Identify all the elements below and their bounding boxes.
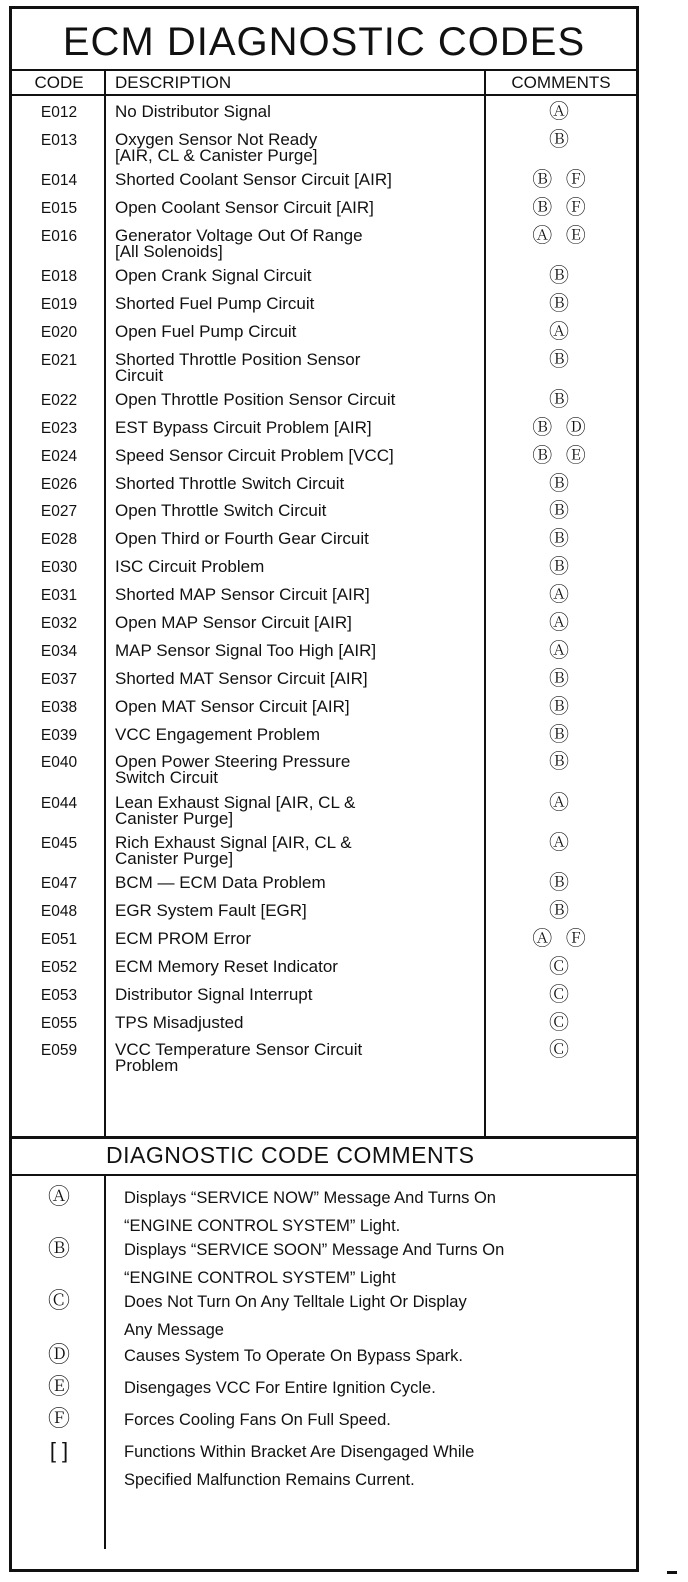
legend-item bbox=[12, 1438, 636, 1494]
description-cell: Open Throttle Position Sensor Circuit bbox=[115, 389, 396, 409]
code-cell: E044 bbox=[40, 794, 78, 812]
header-description: DESCRIPTION bbox=[115, 73, 232, 92]
code-cell: E013 bbox=[40, 131, 78, 149]
legend-item bbox=[12, 1374, 636, 1406]
legend-text: Causes System To Operate On Bypass Spark. bbox=[124, 1347, 464, 1365]
table-row bbox=[12, 528, 636, 556]
code-cell: E016 bbox=[40, 227, 78, 245]
comment-codes-cell: Ⓑ bbox=[549, 265, 573, 288]
description-cell: ISC Circuit Problem bbox=[115, 557, 265, 577]
comment-codes-cell: Ⓐ bbox=[549, 639, 573, 662]
code-cell: E026 bbox=[40, 475, 78, 493]
code-cell: E040 bbox=[40, 754, 78, 772]
table-row bbox=[12, 984, 636, 1012]
description-cell: TPS Misadjusted bbox=[115, 1012, 244, 1032]
description-cell: Open MAT Sensor Circuit [AIR] bbox=[115, 696, 350, 716]
table-row bbox=[12, 668, 636, 696]
code-table bbox=[12, 101, 636, 1080]
table-row bbox=[12, 473, 636, 501]
description-cell: Shorted MAP Sensor Circuit [AIR] bbox=[115, 585, 370, 605]
code-cell: E039 bbox=[40, 726, 78, 744]
table-row bbox=[12, 389, 636, 417]
comment-codes-cell: Ⓑ Ⓔ bbox=[532, 444, 590, 467]
code-cell: E018 bbox=[40, 268, 78, 286]
comment-codes-cell: Ⓑ bbox=[549, 723, 573, 746]
code-cell: E045 bbox=[40, 834, 78, 852]
comment-codes-cell: Ⓒ bbox=[549, 1039, 573, 1062]
description-cell: Open Third or Fourth Gear Circuit bbox=[115, 529, 369, 549]
comment-codes-cell: Ⓐ Ⓔ bbox=[532, 224, 590, 247]
legend-text: Displays “SERVICE NOW” Message And Turns On “ENGINE CONTROL SYSTEM” Light. bbox=[124, 1189, 496, 1235]
table-row bbox=[12, 556, 636, 584]
description-cell: VCC Temperature Sensor Circuit Problem bbox=[115, 1040, 363, 1076]
legend-text: Disengages VCC For Entire Ignition Cycle. bbox=[124, 1379, 436, 1397]
table-row bbox=[12, 101, 636, 129]
table-row bbox=[12, 265, 636, 293]
code-cell: E055 bbox=[40, 1014, 78, 1032]
header-comments: COMMENTS bbox=[511, 73, 611, 92]
legend-item bbox=[12, 1342, 636, 1374]
code-cell: E024 bbox=[40, 447, 78, 465]
description-cell: MAP Sensor Signal Too High [AIR] bbox=[115, 640, 377, 660]
table-row bbox=[12, 900, 636, 928]
code-cell: E028 bbox=[40, 531, 78, 549]
table-row bbox=[12, 956, 636, 984]
table-row bbox=[12, 584, 636, 612]
comment-codes-cell: Ⓑ bbox=[549, 899, 573, 922]
table-row bbox=[12, 1039, 636, 1079]
ecm-code-sheet bbox=[9, 6, 639, 1572]
table-row bbox=[12, 612, 636, 640]
code-cell: E015 bbox=[40, 199, 78, 217]
description-cell: Speed Sensor Circuit Problem [VCC] bbox=[115, 445, 394, 465]
legend-item bbox=[12, 1406, 636, 1438]
description-cell: Shorted Coolant Sensor Circuit [AIR] bbox=[115, 170, 392, 190]
code-cell: E012 bbox=[40, 104, 78, 121]
comment-codes-cell: Ⓑ bbox=[549, 292, 573, 315]
legend-symbol: Ⓔ bbox=[47, 1374, 70, 1399]
comment-codes-cell: Ⓑ bbox=[549, 472, 573, 495]
description-cell: EGR System Fault [EGR] bbox=[115, 900, 307, 920]
comment-codes-cell: Ⓑ Ⓕ bbox=[532, 196, 590, 219]
description-cell: Lean Exhaust Signal [AIR, CL & Canister Purge] bbox=[115, 792, 356, 828]
comment-codes-cell: Ⓑ bbox=[549, 528, 573, 551]
legend-symbol: Ⓐ bbox=[47, 1184, 70, 1209]
comment-codes-cell: Ⓑ bbox=[549, 751, 573, 774]
table-row bbox=[12, 225, 636, 265]
description-cell: Oxygen Sensor Not Ready [AIR, CL & Canister Purge] bbox=[115, 129, 318, 165]
description-cell: ECM Memory Reset Indicator bbox=[115, 956, 338, 976]
description-cell: Open MAP Sensor Circuit [AIR] bbox=[115, 613, 352, 633]
description-cell: No Distributor Signal bbox=[115, 102, 271, 121]
legend-symbol: Ⓒ bbox=[47, 1288, 70, 1313]
description-cell: Open Throttle Switch Circuit bbox=[115, 501, 327, 521]
table-row bbox=[12, 417, 636, 445]
table-row bbox=[12, 832, 636, 872]
comment-codes-cell: Ⓒ bbox=[549, 1011, 573, 1034]
comment-codes-cell: Ⓑ bbox=[549, 500, 573, 523]
comment-codes-cell: Ⓑ bbox=[549, 556, 573, 579]
table-row bbox=[12, 293, 636, 321]
code-cell: E020 bbox=[40, 323, 78, 341]
table-row bbox=[12, 751, 636, 791]
legend-text: Displays “SERVICE SOON” Message And Turns On “ENGINE CONTROL SYSTEM” Light bbox=[124, 1241, 505, 1287]
comment-codes-cell: Ⓑ bbox=[549, 348, 573, 371]
comment-codes-cell: Ⓐ Ⓕ bbox=[532, 927, 590, 950]
code-cell: E034 bbox=[40, 642, 78, 660]
table-row bbox=[12, 349, 636, 389]
description-cell: Open Power Steering Pressure Switch Circuit bbox=[115, 752, 351, 788]
table-row bbox=[12, 928, 636, 956]
table-row bbox=[12, 640, 636, 668]
table-row bbox=[12, 724, 636, 752]
comment-codes-cell: Ⓐ bbox=[549, 101, 573, 123]
description-cell: Shorted Throttle Position Sensor Circuit bbox=[115, 349, 361, 385]
description-cell: Shorted Throttle Switch Circuit bbox=[115, 473, 345, 493]
legend-text: Does Not Turn On Any Telltale Light Or Display Any Message bbox=[124, 1293, 467, 1339]
comment-codes-cell: Ⓑ bbox=[549, 695, 573, 718]
comment-codes-cell: Ⓑ Ⓓ bbox=[532, 416, 590, 439]
header-code: CODE bbox=[34, 73, 84, 92]
code-cell: E053 bbox=[40, 986, 78, 1004]
legend-symbol: Ⓑ bbox=[47, 1236, 70, 1261]
comment-codes-cell: Ⓑ Ⓕ bbox=[532, 169, 590, 192]
code-cell: E023 bbox=[40, 419, 78, 437]
header-divider bbox=[12, 94, 636, 96]
code-cell: E031 bbox=[40, 587, 78, 605]
description-cell: BCM — ECM Data Problem bbox=[115, 873, 326, 893]
code-cell: E037 bbox=[40, 670, 78, 688]
comment-codes-cell: Ⓐ bbox=[549, 584, 573, 607]
legend-item bbox=[12, 1288, 636, 1342]
table-row bbox=[12, 696, 636, 724]
legend-symbol: Ⓕ bbox=[47, 1406, 70, 1431]
code-cell: E059 bbox=[40, 1042, 78, 1060]
comments-section-title: DIAGNOSTIC CODE COMMENTS bbox=[106, 1142, 475, 1168]
code-cell: E014 bbox=[40, 172, 78, 190]
legend-symbol: Ⓓ bbox=[47, 1342, 70, 1367]
table-row bbox=[12, 197, 636, 225]
code-cell: E032 bbox=[40, 615, 78, 633]
comment-codes-cell: Ⓒ bbox=[549, 983, 573, 1006]
description-cell: Shorted MAT Sensor Circuit [AIR] bbox=[115, 668, 368, 688]
description-cell: Generator Voltage Out Of Range [All Solenoids] bbox=[115, 225, 363, 261]
code-cell: E047 bbox=[40, 875, 78, 893]
page-title: ECM DIAGNOSTIC CODES bbox=[62, 20, 586, 64]
legend-symbol: [ ] bbox=[49, 1438, 69, 1463]
code-cell: E022 bbox=[40, 391, 78, 409]
comment-codes-cell: Ⓒ bbox=[549, 955, 573, 978]
description-cell: VCC Engagement Problem bbox=[115, 724, 321, 744]
comment-codes-cell: Ⓐ bbox=[549, 791, 573, 814]
legend-item bbox=[12, 1184, 636, 1236]
comment-codes-cell: Ⓑ bbox=[549, 667, 573, 690]
description-cell: Open Crank Signal Circuit bbox=[115, 266, 312, 286]
table-row bbox=[12, 1012, 636, 1040]
section-divider bbox=[12, 1136, 636, 1139]
code-cell: E051 bbox=[40, 930, 78, 948]
description-cell: Rich Exhaust Signal [AIR, CL & Canister Purge] bbox=[115, 832, 352, 868]
table-row bbox=[12, 792, 636, 832]
comment-codes-cell: Ⓑ bbox=[549, 388, 573, 411]
description-cell: ECM PROM Error bbox=[115, 928, 251, 948]
legend-item bbox=[12, 1236, 636, 1288]
table-row bbox=[12, 169, 636, 197]
description-cell: Open Coolant Sensor Circuit [AIR] bbox=[115, 197, 374, 217]
description-cell: Shorted Fuel Pump Circuit bbox=[115, 293, 315, 313]
comment-legend bbox=[12, 1184, 636, 1494]
description-cell: Distributor Signal Interrupt bbox=[115, 984, 313, 1004]
table-row bbox=[12, 500, 636, 528]
comment-codes-cell: Ⓐ bbox=[549, 320, 573, 343]
description-cell: EST Bypass Circuit Problem [AIR] bbox=[115, 417, 372, 437]
description-cell: Open Fuel Pump Circuit bbox=[115, 321, 297, 341]
code-cell: E030 bbox=[40, 559, 78, 577]
code-cell: E048 bbox=[40, 902, 78, 920]
table-row bbox=[12, 872, 636, 900]
code-cell: E019 bbox=[40, 295, 78, 313]
comment-codes-cell: Ⓐ bbox=[549, 831, 573, 854]
table-row bbox=[12, 129, 636, 169]
table-row bbox=[12, 445, 636, 473]
comment-codes-cell: Ⓑ bbox=[549, 872, 573, 895]
legend-text: Forces Cooling Fans On Full Speed. bbox=[124, 1411, 391, 1429]
code-cell: E027 bbox=[40, 503, 78, 521]
table-row bbox=[12, 321, 636, 349]
comment-codes-cell: Ⓑ bbox=[549, 128, 573, 151]
code-cell: E052 bbox=[40, 958, 78, 976]
code-cell: E038 bbox=[40, 698, 78, 716]
page-edge-mark bbox=[667, 1571, 677, 1574]
comment-codes-cell: Ⓐ bbox=[549, 612, 573, 635]
legend-text: Functions Within Bracket Are Disengaged While Specified Malfunction Remains Current. bbox=[124, 1443, 475, 1489]
code-cell: E021 bbox=[40, 351, 78, 369]
